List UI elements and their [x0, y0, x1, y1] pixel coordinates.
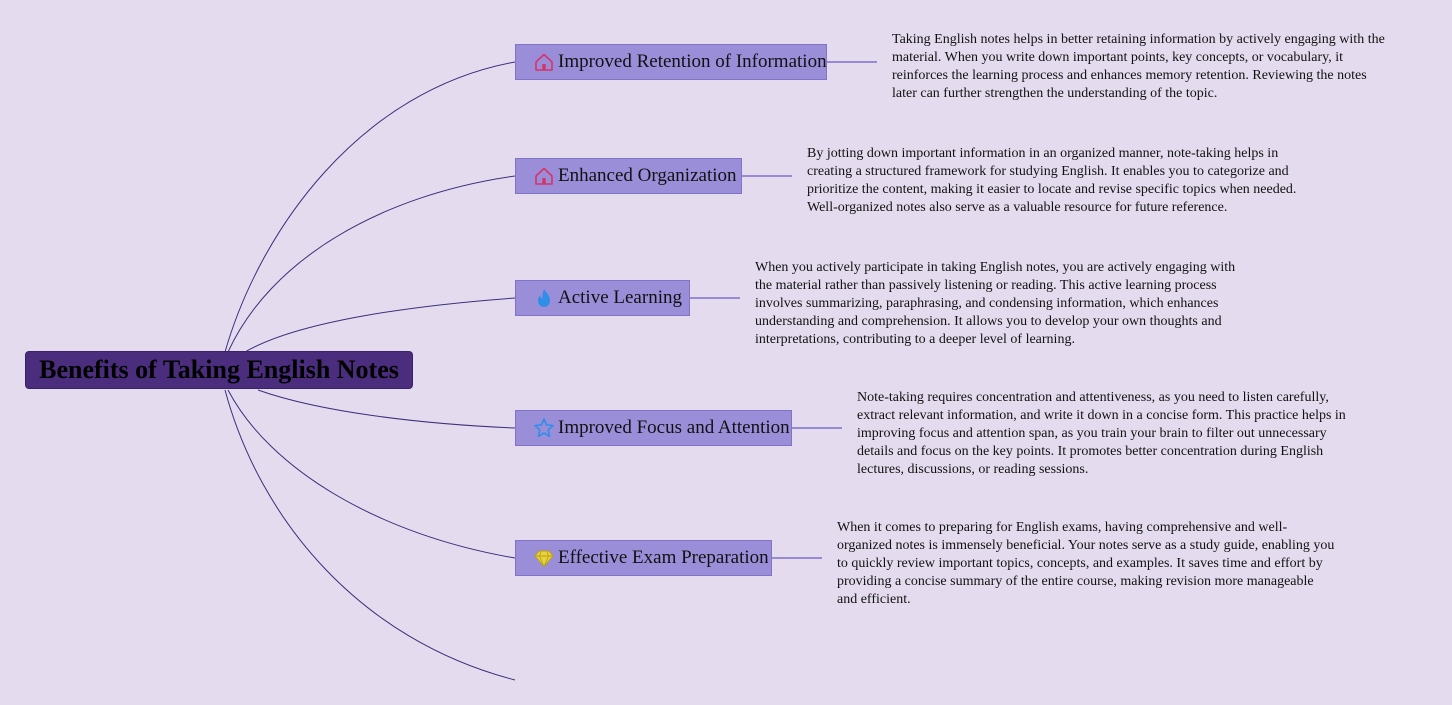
note-text: When it comes to preparing for English exams, having comprehensive and well-organized notes is immensely beneficial. Your notes serve as a study guide, enabling you to quickly review important topics, concepts, and examples. It saves time and effort by providing a concise summary of the entire course, making revision more manageable and efficient. — [837, 520, 1335, 607]
note-text: Note-taking requires concentration and attentiveness, as you need to listen carefully, extract relevant information, and write it down in a concise form. This practice helps in improving focus and attention span, as you train your brain to filter out unnecessary details and focus on the key points. It promotes better concentration during English lectures, discussions, or reading sessions. — [857, 390, 1346, 477]
branch-exam-preparation[interactable] — [515, 540, 772, 576]
root-topic-label: Benefits of Taking English Notes — [39, 355, 399, 384]
note-active-learning — [755, 259, 1255, 347]
note-improved-retention — [892, 31, 1392, 101]
note-text: Taking English notes helps in better retaining information by actively engaging with the material. When you write down important points, key concepts, or vocabulary, it reinforces the learning process and enhances memory retention. Reviewing the notes later can further strengthen the understanding of the topic. — [892, 32, 1385, 101]
connector-branch-6 — [225, 390, 515, 680]
branch-active-learning[interactable] — [515, 280, 690, 316]
note-text: By jotting down important information in an organized manner, note-taking helps in creating a structured framework for studying English. It enables you to categorize and prioritize the content, making it easier to locate and revise specific topics when needed. Well-organized notes also serve as a valuable resource for future reference. — [807, 146, 1297, 215]
branch-label: Improved Retention of Information — [558, 51, 827, 72]
house-icon — [533, 51, 555, 73]
flame-icon — [533, 287, 555, 309]
connector-branch-4 — [258, 390, 515, 428]
note-exam-preparation — [837, 519, 1337, 607]
branch-label: Active Learning — [558, 287, 682, 308]
connector-branch-3 — [245, 298, 515, 352]
branch-enhanced-organization[interactable] — [515, 158, 742, 194]
branch-improved-focus[interactable] — [515, 410, 792, 446]
branch-label: Enhanced Organization — [558, 165, 737, 186]
connector-branch-2 — [228, 176, 515, 352]
note-improved-focus — [857, 389, 1357, 477]
note-enhanced-organization — [807, 145, 1307, 215]
connector-branch-1 — [225, 62, 515, 352]
note-text: When you actively participate in taking English notes, you are actively engaging with the material rather than passively listening or reading. This active learning process involves summarizing, paraphrasing, and condensing information, which enhances understanding and comprehension. It allows you to develop your own thoughts and interpretations, contributing to a deeper level of learning. — [755, 260, 1236, 347]
house-icon — [533, 165, 555, 187]
branch-label: Improved Focus and Attention — [558, 417, 790, 438]
branch-improved-retention[interactable] — [515, 44, 827, 80]
branch-label: Effective Exam Preparation — [558, 547, 769, 568]
root-topic[interactable] — [25, 351, 413, 389]
star-icon — [533, 417, 555, 439]
diamond-icon — [533, 547, 555, 569]
